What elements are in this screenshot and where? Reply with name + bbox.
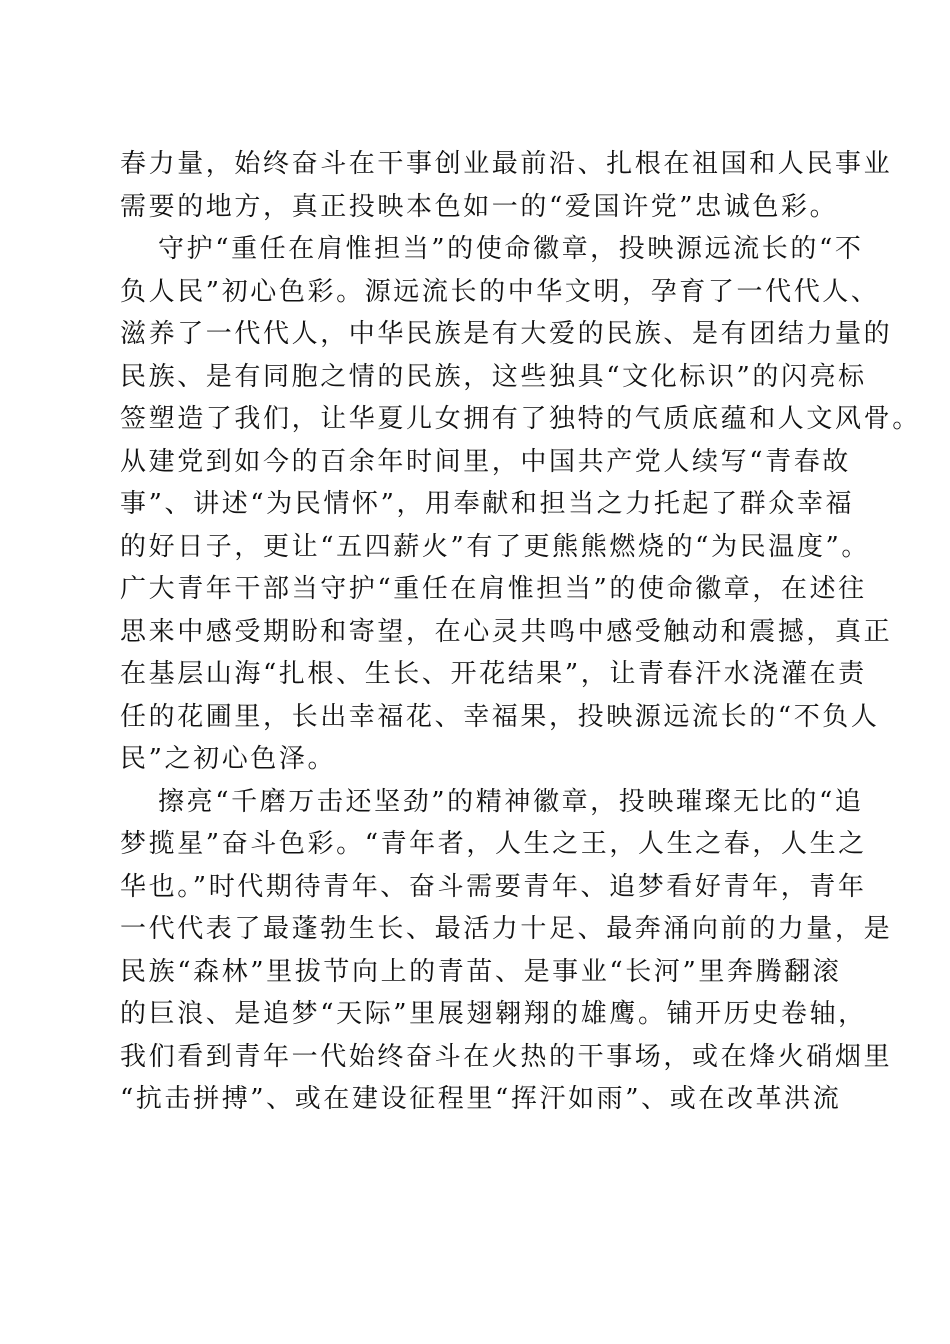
text-line: 我们看到青年一代始终奋斗在火热的干事场，或在烽火硝烟里 [120,1041,893,1072]
text-line: 签塑造了我们，让华夏儿女拥有了独特的气质底蕴和人文风骨。 [120,404,921,434]
text-line: 事”、讲述“为民情怀”，用奉献和担当之力托起了群众幸福 [120,489,855,519]
text-line: 在基层山海“扎根、生长、开花结果”，让青春汗水浇灌在责 [120,659,867,689]
text-line: 华也。”时代期待青年、奋斗需要青年、追梦看好青年，青年 [120,871,867,902]
paragraph-start-line: 擦亮“千磨万击还坚劲”的精神徽章，投映璀璨无比的“追 [158,786,864,817]
text-line: 的巨浪、是追梦“天际”里展翅翱翔的雄鹰。铺开历史卷轴， [120,999,867,1029]
document-body [120,143,921,1121]
text-line: 需要的地方，真正投映本色如一的“爱国许党”忠诚色彩。 [120,191,839,222]
text-line: 思来中感受期盼和寄望，在心灵共鸣中感受触动和震撼，真正 [120,616,893,647]
text-line: 梦揽星”奋斗色彩。“青年者，人生之王，人生之春，人生之 [120,829,867,859]
text-line: 广大青年干部当守护“重任在肩惟担当”的使命徽章，在述往 [120,574,867,604]
text-line: 的好日子，更让“五四薪火”有了更熊熊燃烧的“为民温度”。 [120,531,870,562]
text-line: 从建党到如今的百余年时间里，中国共产党人续写“青春故 [120,446,851,477]
text-line: “抗击拼搏”、或在建设征程里“挥汗如雨”、或在改革洪流 [120,1084,842,1114]
text-line: 一代代表了最蓬勃生长、最活力十足、最奔涌向前的力量，是 [120,914,893,944]
text-line: 民”之初心色泽。 [120,744,337,774]
text-line: 民族、是有同胞之情的民族，这些独具“文化标识”的闪亮标 [120,361,867,392]
text-line: 民族“森林”里拔节向上的青苗、是事业“长河”里奔腾翻滚 [120,956,842,987]
text-line: 春力量，始终奋斗在干事创业最前沿、扎根在祖国和人民事业 [120,149,893,179]
text-line: 滋养了一代代人，中华民族是有大爱的民族、是有团结力量的 [120,319,893,349]
text-line: 任的花圃里，长出幸福花、幸福果，投映源远流长的“不负人 [120,701,880,732]
paragraph-start-line: 守护“重任在肩惟担当”的使命徽章，投映源远流长的“不 [158,234,864,264]
text-line: 负人民”初心色彩。源远流长的中华文明，孕育了一代代人、 [120,276,880,307]
